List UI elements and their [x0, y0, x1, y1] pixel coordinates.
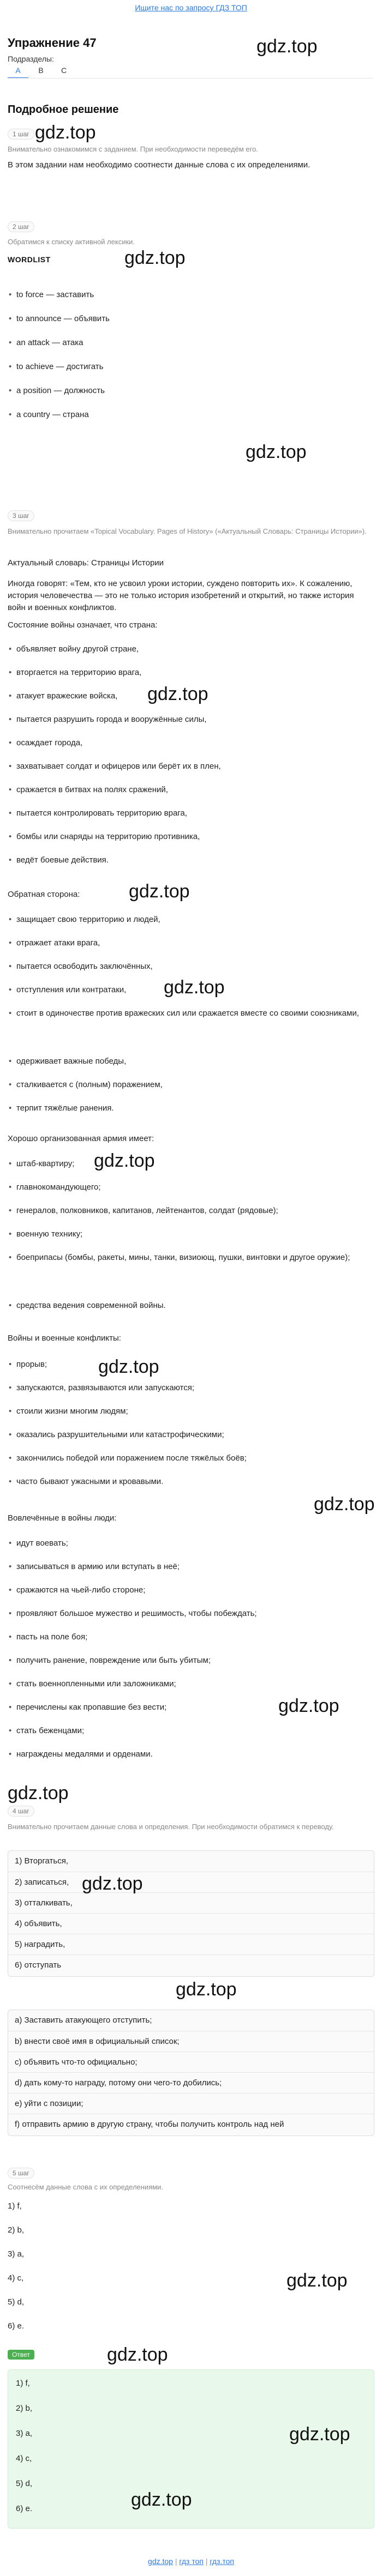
list-item: • запускаются, развязываются или запускаются; [16, 1382, 371, 1394]
list-item: • средства ведения современной войны. [16, 1300, 371, 1312]
list-item: • атакует вражеские войска, [16, 690, 371, 702]
answer-item: 1) f, [16, 2379, 30, 2388]
list-item: • a position — должность [16, 385, 371, 397]
definition-row: c) объявить что-то официально; [8, 2052, 374, 2072]
step-badge: 3 шаг [8, 510, 34, 521]
step-badge: 2 шаг [8, 221, 34, 232]
paragraph: Состояние войны означает, что страна: [8, 620, 158, 630]
answer-item: 4) c, [16, 2454, 32, 2463]
paragraph: Войны и военные конфликты: [8, 1334, 121, 1343]
word-row: 6) отступать [8, 1954, 374, 1975]
list-item: • перечислены как пропавшие без вести; [16, 1702, 371, 1714]
words-card [8, 1850, 374, 1977]
list-item: • стоит в одиночестве против вражеских сил или сражается вместе со своими союзниками, [16, 1008, 371, 1019]
list-item: • военную технику; [16, 1228, 371, 1240]
tabs-divider [8, 78, 373, 79]
result-item: 6) e. [8, 2321, 25, 2331]
list-item: • бомбы или снаряды на территорию противника, [16, 831, 371, 843]
list-item: • пытается освободить заключённых, [16, 961, 371, 973]
watermark: gdz.top [107, 2344, 168, 2365]
watermark: gdz.top [124, 248, 186, 268]
step-intro: Соотнесём данные слова с их определениями. [8, 2183, 164, 2191]
answer-item: 2) b, [16, 2404, 33, 2413]
list-item: • стать военнопленными или заложниками; [16, 1678, 371, 1690]
step-intro: Внимательно прочитаем «Topical Vocabulary. Pages of History» («Актуальный Словарь: Страницы Истории»). [8, 527, 367, 535]
list-item: • вторгается на территорию врага, [16, 667, 371, 679]
list-item: • отступления или контратаки, [16, 984, 371, 996]
list-item: • генералов, полковников, капитанов, лейтенантов, солдат (рядовые); [16, 1205, 371, 1217]
list-item: • одерживает важные победы, [16, 1055, 371, 1067]
step-badge: 4 шаг [8, 1806, 34, 1817]
watermark: gdz.top [289, 2424, 350, 2445]
list-item: • получить ранение, повреждение или быть убитым; [16, 1655, 371, 1667]
watermark: gdz.top [256, 36, 318, 57]
answer-badge: Ответ [8, 2350, 34, 2360]
watermark: gdz.top [164, 977, 225, 998]
watermark: gdz.top [98, 1356, 159, 1377]
list-item: • стать беженцами; [16, 1725, 371, 1737]
footer-links: gdz.top | гдз топ | гдз.топ [148, 2557, 234, 2566]
watermark: gdz.top [131, 2489, 192, 2510]
list-item: • проявляют большое мужество и решимость, чтобы побеждать; [16, 1608, 371, 1620]
word-row: 4) объявить, [8, 1913, 374, 1934]
watermark: gdz.top [147, 684, 208, 704]
top-banner [0, 0, 382, 19]
list-item: • оказались разрушительными или катастрофическими; [16, 1429, 371, 1441]
list-item: • боеприпасы (бомбы, ракеты, мины, танки, визиоющ, пушки, винтовки и другое оружие); [16, 1252, 371, 1264]
definition-row: e) уйти с позиции; [8, 2093, 374, 2114]
result-item: 4) c, [8, 2273, 24, 2283]
footer-link[interactable]: гдз топ [179, 2557, 204, 2566]
list-item: • ведёт боевые действия. [16, 854, 371, 866]
watermark: gdz.top [8, 1783, 69, 1803]
list-item: • прорыв; [16, 1359, 371, 1371]
list-item: • a country — страна [16, 409, 371, 421]
list-item: • главнокомандующего; [16, 1181, 371, 1193]
watermark: gdz.top [286, 2270, 348, 2291]
list-item: • пытается разрушить города и вооружённые силы, [16, 714, 371, 726]
result-item: 1) f, [8, 2201, 22, 2211]
definition-row: f) отправить армию в другую страну, чтобы получить контроль над ней [8, 2114, 374, 2134]
paragraph: Иногда говорят: «Тем, кто не усвоил уроки истории, суждено повторить их». К сожалению, история человечества — это не только история изобретений и открытий, но также история войн и военных конфликтов. [8, 579, 354, 612]
result-item: 5) d, [8, 2297, 25, 2307]
list-item: • объявляет войну другой стране, [16, 643, 371, 655]
paragraph: Хорошо организованная армия имеет: [8, 1134, 154, 1143]
tab-b[interactable]: B [38, 66, 44, 75]
list-item: • терпит тяжёлые ранения. [16, 1102, 371, 1114]
tab-c[interactable]: C [61, 66, 67, 75]
watermark: gdz.top [129, 881, 190, 902]
definitions-card [8, 2010, 374, 2136]
definition-row: a) Заставить атакующего отступить; [15, 2016, 152, 2025]
watermark: gdz.top [82, 1873, 143, 1894]
paragraph: Вовлечённые в войны люди: [8, 1513, 117, 1523]
section-header: Актуальный словарь: Страницы Истории [8, 558, 164, 568]
tab-a[interactable]: A [8, 63, 28, 79]
list-item: • сражается в битвах на полях сражений, [16, 784, 371, 796]
word-row: 5) наградить, [8, 1934, 374, 1954]
watermark: gdz.top [278, 1696, 339, 1716]
step-intro: Внимательно прочитаем данные слова и определения. При необходимости обратимся к переводу. [8, 1823, 334, 1831]
footer-link[interactable]: gdz.top [148, 2557, 173, 2566]
step-intro: Внимательно ознакомимся с заданием. При необходимости переведём его. [8, 145, 258, 153]
list-item: • an attack — атака [16, 337, 371, 349]
list-item: • to achieve — достигать [16, 361, 371, 373]
watermark: gdz.top [314, 1494, 375, 1515]
list-item: • отражает атаки врага, [16, 937, 371, 949]
step-badge: 1 шаг [8, 129, 34, 140]
step-badge: 5 шаг [8, 2168, 34, 2179]
list-item: • защищает свою территорию и людей, [16, 914, 371, 926]
answer-item: 6) e. [16, 2504, 33, 2513]
list-item: • штаб-квартиру; [16, 1158, 371, 1170]
list-item: • часто бывают ужасными и кровавыми. [16, 1476, 371, 1488]
subsections-label: Подразделы: [8, 55, 54, 63]
step-intro: Обратимся к списку активной лексики. [8, 238, 135, 246]
list-item: • захватывает солдат и офицеров или берёт их в плен, [16, 761, 371, 773]
word-row: 1) Вторгаться, [15, 1856, 69, 1866]
top-search-link[interactable]: Ищите нас по запросу ГДЗ ТОП [135, 3, 247, 12]
list-item: • записываться в армию или вступать в неё; [16, 1561, 371, 1573]
definition-row: d) дать кому-то награду, потому они чего-то добились; [8, 2072, 374, 2093]
list-item: • закончились победой или поражением после тяжёлых боёв; [16, 1452, 371, 1464]
list-item: • пасть на поле боя; [16, 1631, 371, 1643]
watermark: gdz.top [176, 1979, 237, 2000]
word-row: 2) записаться, [8, 1872, 374, 1892]
list-item: • осаждает города, [16, 737, 371, 749]
result-item: 3) a, [8, 2249, 25, 2259]
list-item: • сражаются на чьей-либо стороне; [16, 1584, 371, 1596]
list-item: • идут воевать; [16, 1537, 371, 1549]
page-title: Упражнение 47 [8, 36, 97, 50]
watermark: gdz.top [35, 122, 96, 143]
word-row: 3) отталкивать, [8, 1892, 374, 1913]
watermark: gdz.top [246, 442, 307, 462]
list-item: • to force — заставить [16, 289, 371, 301]
definition-row: b) внести своё имя в официальный список; [8, 2031, 374, 2052]
paragraph: Обратная сторона: [8, 890, 80, 899]
list-item: • награждены медалями и орденами. [16, 1748, 371, 1760]
list-item: • сталкивается с (полным) поражением, [16, 1079, 371, 1091]
footer-link[interactable]: гдз.топ [210, 2557, 234, 2566]
answer-item: 3) a, [16, 2429, 33, 2438]
wordlist-label: WORDLIST [8, 255, 51, 264]
answer-item: 5) d, [16, 2479, 33, 2488]
list-item: • стоили жизни многим людям; [16, 1405, 371, 1417]
solution-heading: Подробное решение [8, 104, 119, 116]
list-item: • пытается контролировать территорию врага, [16, 807, 371, 819]
result-item: 2) b, [8, 2225, 25, 2235]
list-item: • to announce — объявить [16, 313, 371, 325]
step-text: В этом задании нам необходимо соотнести данные слова с их определениями. [8, 160, 311, 170]
watermark: gdz.top [94, 1150, 155, 1171]
